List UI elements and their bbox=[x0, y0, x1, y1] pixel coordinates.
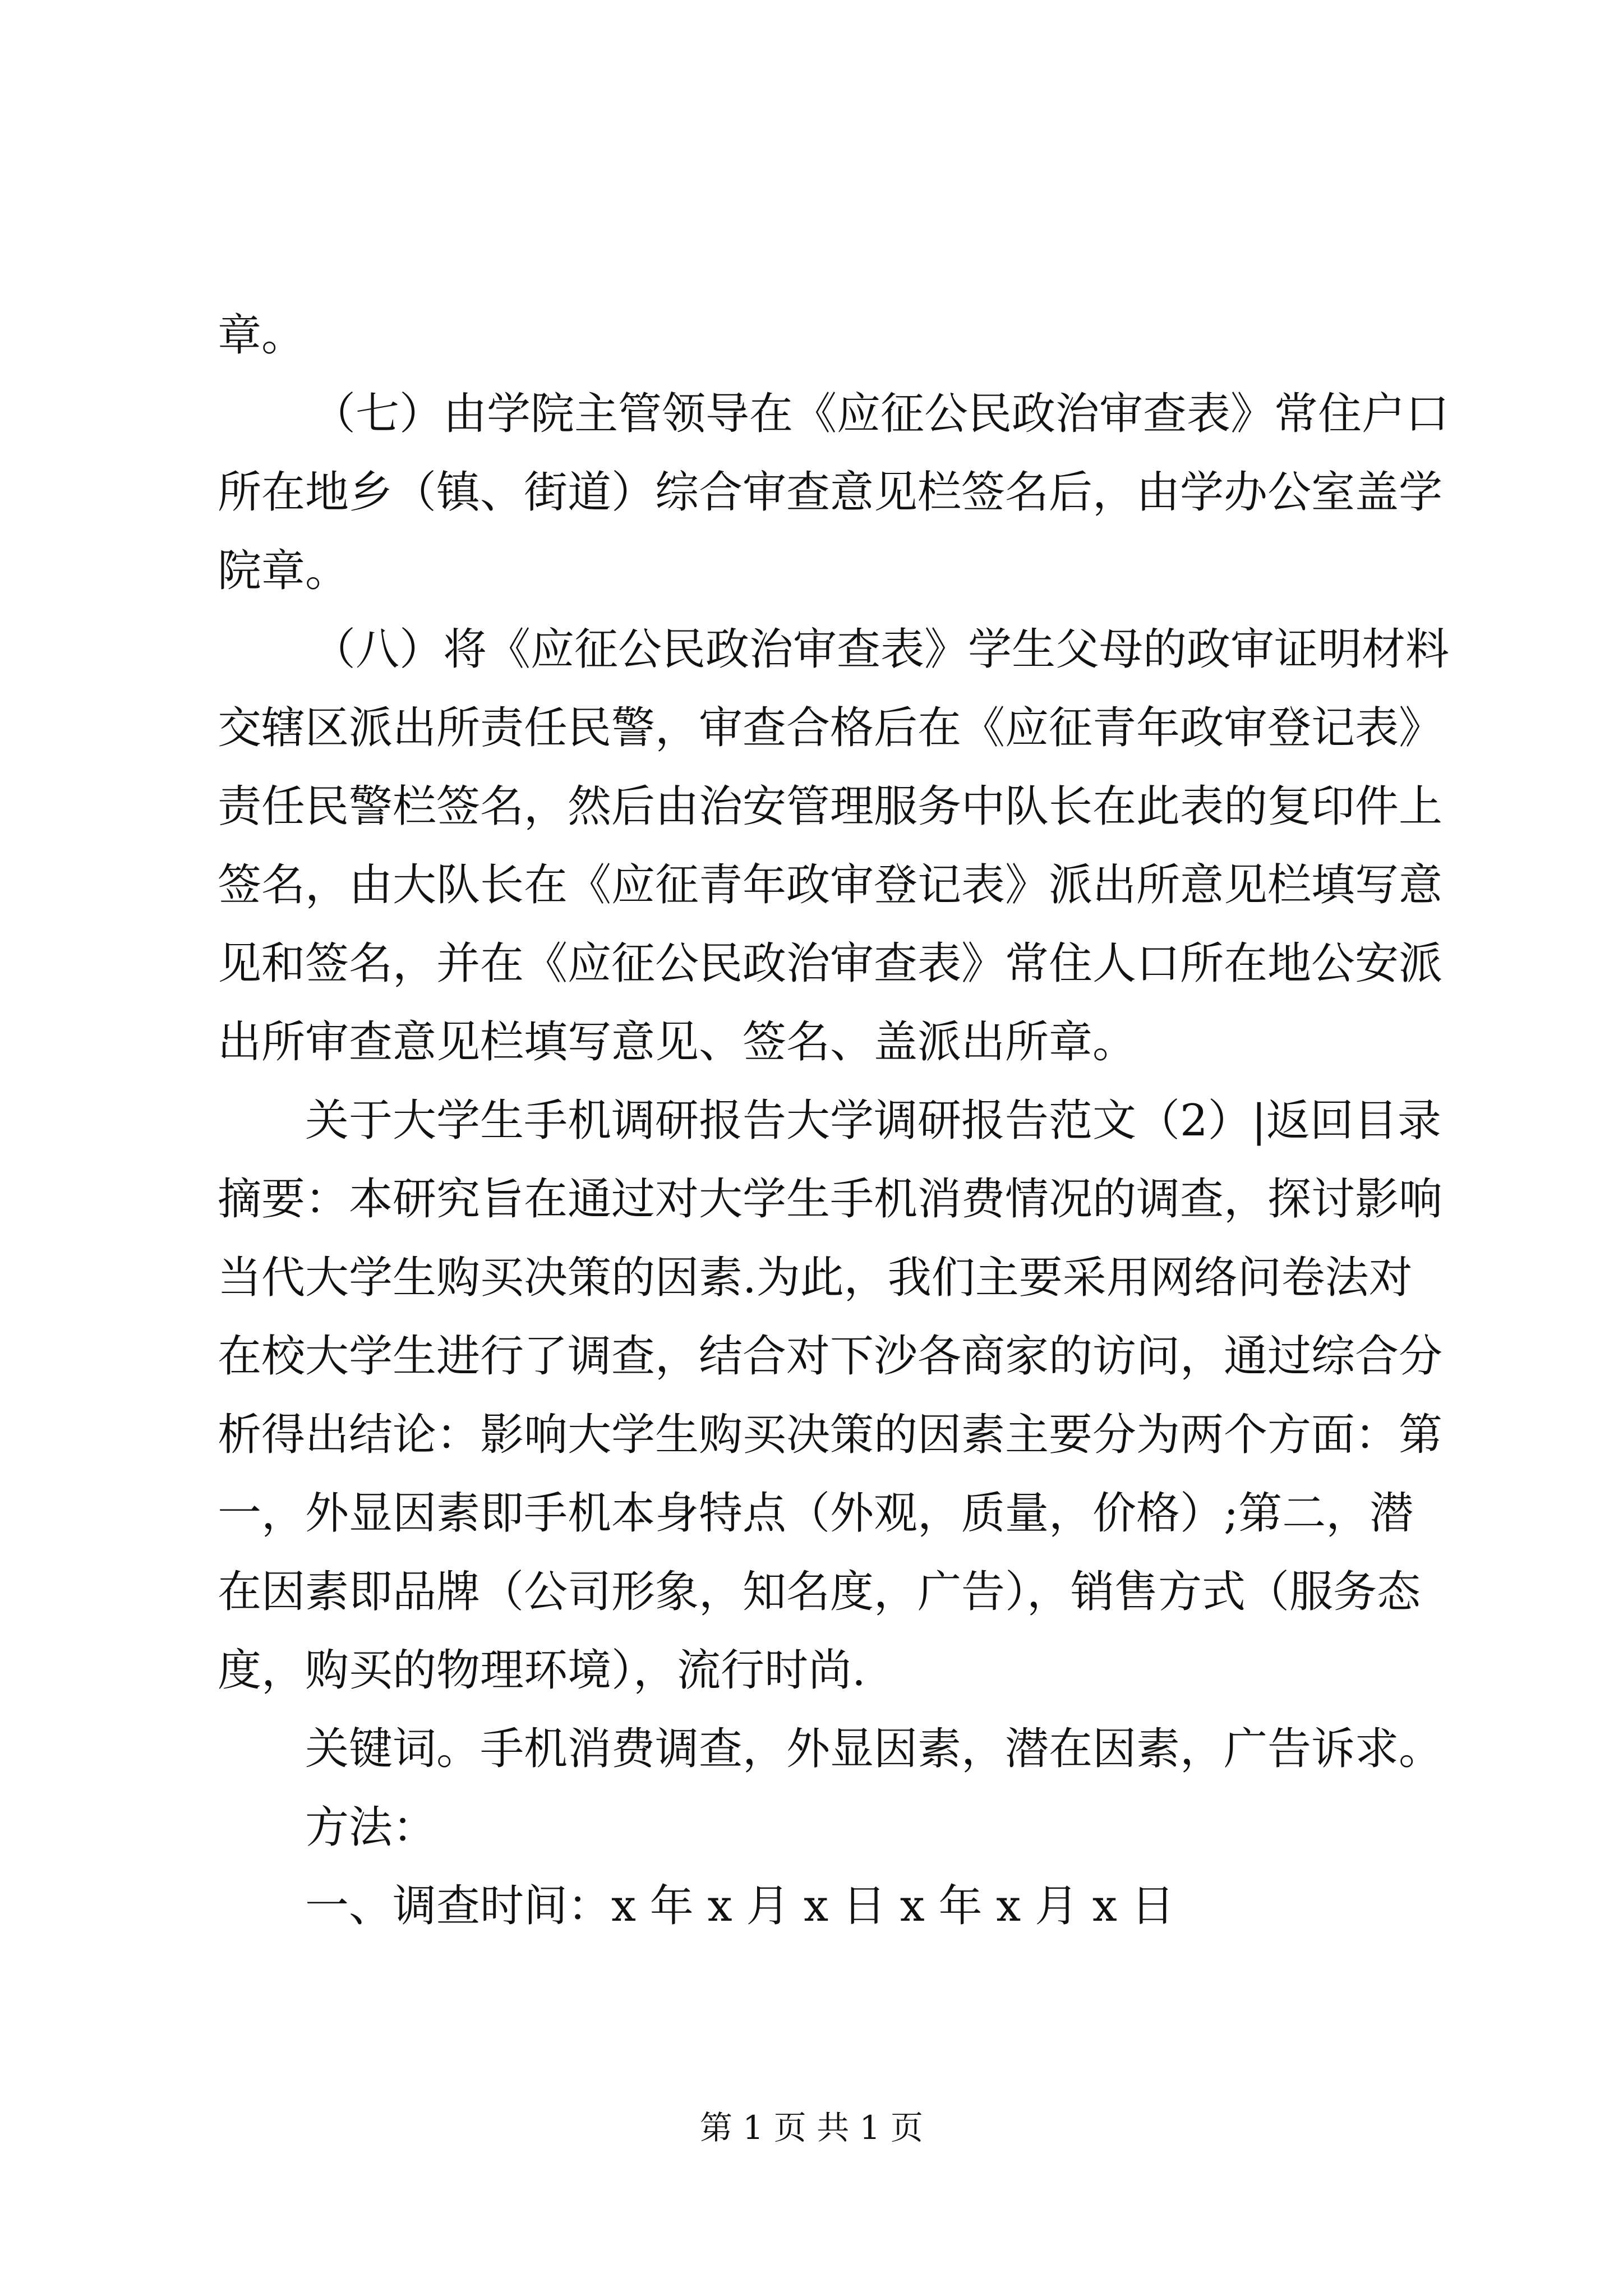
text-line-14: 在校大学生进行了调查，结合对下沙各商家的访问，通过综合分 bbox=[218, 1331, 1443, 1382]
text-line-17: 在因素即品牌（公司形象，知名度，广告），销售方式（服务态 bbox=[218, 1567, 1421, 1617]
section-heading: 关于大学生手机调研报告大学调研报告范文（2）|返回目录 bbox=[305, 1096, 1441, 1146]
text-line-10: 出所审查意见栏填写意见、签名、盖派出所章。 bbox=[218, 1017, 1137, 1068]
text-line-3: 所在地乡（镇、街道）综合审查意见栏签名后，由学办公室盖学 bbox=[218, 467, 1443, 518]
page-footer: 第 1 页 共 1 页 bbox=[700, 2109, 923, 2147]
text-line-7: 责任民警栏签名，然后由治安管理服务中队长在此表的复印件上 bbox=[218, 781, 1443, 832]
text-line-5: （八）将《应征公民政治审查表》学生父母的政审证明材料 bbox=[312, 624, 1450, 675]
survey-time-line: 一、调查时间：x 年 x 月 x 日 x 年 x 月 x 日 bbox=[305, 1881, 1175, 1931]
keywords-line: 关键词。手机消费调查，外显因素，潜在因素，广告诉求。 bbox=[305, 1724, 1443, 1774]
text-line-12: 摘要：本研究旨在通过对大学生手机消费情况的调查，探讨影响 bbox=[218, 1174, 1443, 1225]
text-line-16: 一，外显因素即手机本身特点（外观，质量，价格）;第二，潜 bbox=[218, 1488, 1414, 1539]
text-line-18: 度，购买的物理环境），流行时尚. bbox=[218, 1645, 866, 1696]
method-heading: 方法： bbox=[305, 1802, 437, 1853]
text-line-8: 签名，由大队长在《应征青年政审登记表》派出所意见栏填写意 bbox=[218, 860, 1443, 910]
text-line-9: 见和签名，并在《应征公民政治审查表》常住人口所在地公安派 bbox=[218, 938, 1443, 989]
text-line-6: 交辖区派出所责任民警，审查合格后在《应征青年政审登记表》 bbox=[218, 703, 1443, 753]
text-line-2: （七）由学院主管领导在《应征公民政治审查表》常住户口 bbox=[312, 389, 1450, 439]
text-line-15: 析得出结论：影响大学生购买决策的因素主要分为两个方面：第 bbox=[218, 1410, 1443, 1460]
text-line-13: 当代大学生购买决策的因素.为此，我们主要采用网络问卷法对 bbox=[218, 1253, 1413, 1303]
text-line-4: 院章。 bbox=[218, 546, 349, 596]
text-line-1: 章。 bbox=[218, 310, 306, 361]
